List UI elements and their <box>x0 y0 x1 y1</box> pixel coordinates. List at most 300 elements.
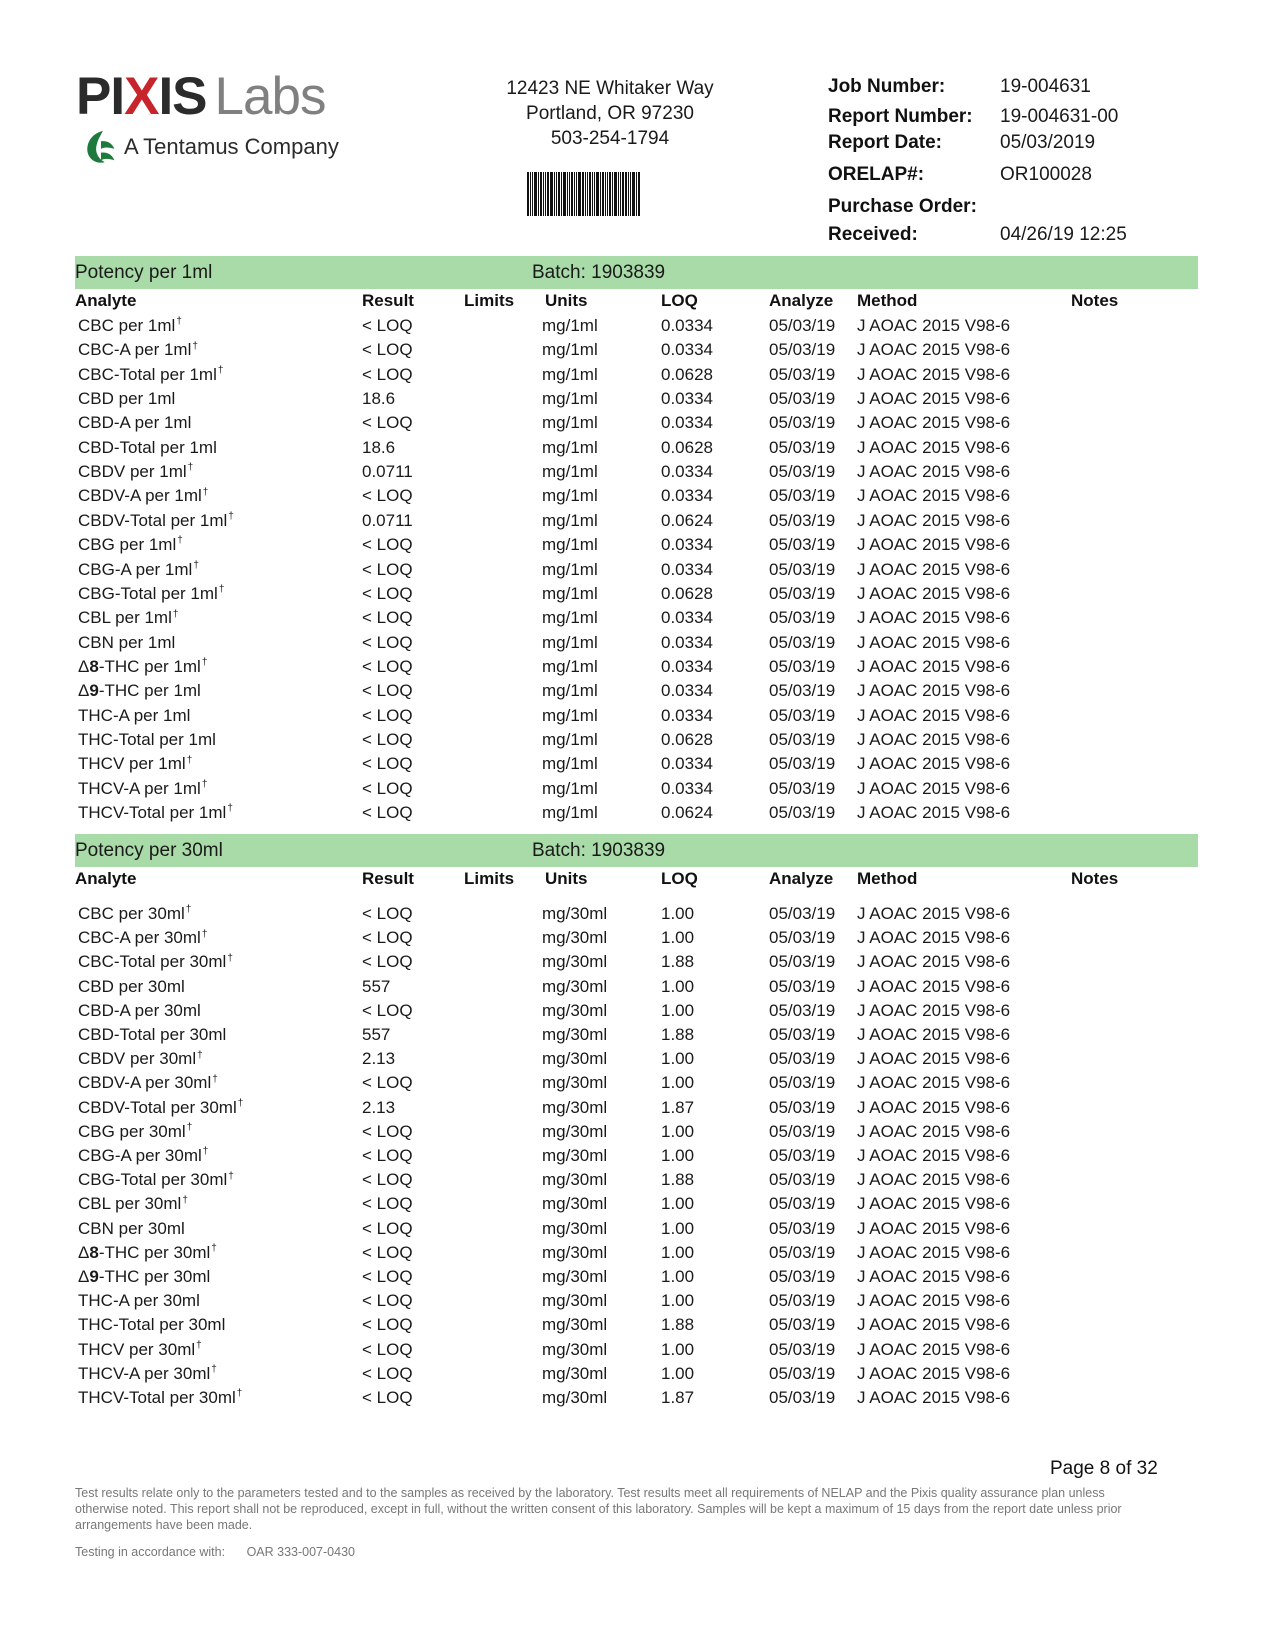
cell-result: < LOQ <box>362 535 413 555</box>
cell-analyte <box>78 706 190 726</box>
cell-units: mg/1ml <box>542 656 598 676</box>
cell-result: 0.0711 <box>362 462 413 482</box>
cell-analyze: 05/03/19 <box>769 1363 836 1383</box>
cell-units: mg/1ml <box>542 681 598 701</box>
dagger-footnote-icon: † <box>227 952 233 964</box>
dagger-footnote-icon: † <box>211 1243 217 1255</box>
analyte-name: THCV per 30ml <box>78 1339 196 1359</box>
col-notes: Notes <box>1071 869 1119 888</box>
dagger-footnote-icon: † <box>177 535 183 547</box>
section-header-potency-1ml <box>75 256 1198 289</box>
cell-units: mg/1ml <box>542 364 598 384</box>
dagger-footnote-icon: † <box>201 928 208 940</box>
cell-units: mg/30ml <box>542 1073 608 1093</box>
table-row <box>75 340 1198 364</box>
address-phone: 503-254-1794 <box>550 128 670 149</box>
cell-analyze: 05/03/19 <box>769 462 836 482</box>
cell-method: J AOAC 2015 V98-6 <box>857 389 1011 409</box>
analyte-name: CBG per 1ml <box>78 535 177 555</box>
table-row <box>75 511 1198 535</box>
cell-loq: 1.00 <box>661 1363 695 1383</box>
table-row <box>75 316 1198 340</box>
cell-loq: 1.00 <box>661 928 695 948</box>
cell-analyte <box>78 389 175 409</box>
cell-units: mg/1ml <box>542 632 598 652</box>
cell-result: < LOQ <box>362 1170 413 1190</box>
cell-analyte <box>78 730 216 750</box>
cell-analyte <box>78 413 191 433</box>
analyte-name: CBC per 1ml <box>78 316 176 335</box>
table-row <box>75 1291 1198 1315</box>
cell-result: < LOQ <box>362 729 413 749</box>
cell-analyze: 05/03/19 <box>769 729 836 749</box>
cell-loq: 1.00 <box>661 976 695 996</box>
analyte-name: CBD-A per 30ml <box>78 1000 201 1020</box>
dagger-footnote-icon: † <box>237 1097 244 1109</box>
cell-method: J AOAC 2015 V98-6 <box>857 364 1011 384</box>
cell-analyte <box>78 1025 226 1045</box>
col-limits: Limits <box>464 291 515 310</box>
analyte-name: THCV-A per 1ml <box>78 778 201 798</box>
cell-loq: 1.87 <box>661 1097 695 1117</box>
table-row <box>75 706 1198 730</box>
analyte-name: CBN per 1ml <box>78 632 176 652</box>
disclaimer-text: Test results relate only to the parameters tested and to the samples as received by the laboratory. Test results meet all requirements of NELAP and the Pixis quality assurance plan unless otherwise noted. This report shall not be reproduced, except in full, without the written consent of this laboratory. Samples will be kept a maximum of 15 days from the report date unless prior arrangements have been made. <box>75 1486 1122 1532</box>
cell-result: < LOQ <box>362 1363 413 1383</box>
cell-result: < LOQ <box>362 928 413 948</box>
cell-analyte <box>78 1098 243 1118</box>
cell-units: mg/30ml <box>542 1363 608 1383</box>
cell-units: mg/1ml <box>542 413 598 433</box>
table-row <box>75 928 1198 952</box>
cell-units: mg/30ml <box>542 1025 608 1044</box>
analyte-name: THCV-A per 30ml <box>78 1363 211 1383</box>
analyte-name: CBDV per 30ml <box>78 1049 197 1069</box>
analyte-name: CBL per 30ml <box>78 1194 182 1214</box>
cell-loq: 1.00 <box>661 904 695 923</box>
cell-result: < LOQ <box>362 1267 413 1286</box>
cell-loq: 0.0628 <box>661 364 713 384</box>
dagger-footnote-icon: † <box>227 803 233 815</box>
cell-method: J AOAC 2015 V98-6 <box>857 1267 1011 1286</box>
cell-method: J AOAC 2015 V98-6 <box>857 681 1011 701</box>
analyte-name: THC-Total per 30ml <box>78 1315 226 1335</box>
cell-analyze: 05/03/19 <box>769 952 836 972</box>
cell-units: mg/30ml <box>542 1218 608 1238</box>
cell-analyze: 05/03/19 <box>769 976 836 996</box>
cell-result: < LOQ <box>362 1339 413 1359</box>
meta-report-date: Report Date: 05/03/2019 <box>828 132 1096 153</box>
cell-method: J AOAC 2015 V98-6 <box>857 340 1011 360</box>
cell-result: < LOQ <box>362 486 413 506</box>
table-row <box>75 681 1198 705</box>
cell-loq: 1.00 <box>661 1049 695 1069</box>
analyte-name: CBDV-Total per 30ml <box>78 1097 237 1117</box>
cell-units: mg/1ml <box>542 486 598 506</box>
cell-result: 557 <box>362 1025 391 1044</box>
col-method: Method <box>857 869 918 888</box>
table-row <box>75 779 1198 803</box>
analyte-name: CBD-Total per 30ml <box>78 1025 227 1044</box>
cell-units: mg/1ml <box>542 729 598 749</box>
column-headers <box>75 869 1198 891</box>
cell-analyze: 05/03/19 <box>769 583 836 603</box>
table-row <box>75 389 1198 413</box>
cell-analyte <box>78 486 208 506</box>
dagger-footnote-icon: † <box>228 1170 234 1182</box>
cell-method: J AOAC 2015 V98-6 <box>857 1000 1011 1020</box>
cell-analyte <box>78 1194 188 1214</box>
analyte-name: CBD-A per 1ml <box>78 413 192 433</box>
cell-units: mg/30ml <box>542 1049 608 1069</box>
cell-analyze: 05/03/19 <box>769 681 836 701</box>
cell-loq: 1.00 <box>661 1073 695 1093</box>
accordance-reference: OAR 333-007-0430 <box>246 1545 355 1559</box>
table-row <box>75 535 1198 559</box>
analyte-name: CBDV-A per 30ml <box>78 1073 212 1093</box>
cell-result: < LOQ <box>362 413 413 433</box>
cell-analyze: 05/03/19 <box>769 1291 836 1311</box>
dagger-footnote-icon: † <box>212 1073 218 1085</box>
cell-analyze: 05/03/19 <box>769 1025 836 1044</box>
cell-analyze: 05/03/19 <box>769 1242 836 1262</box>
meta-report-number: Report Number: 19-004631-00 <box>828 106 1119 127</box>
cell-result: < LOQ <box>362 1291 413 1311</box>
cell-units: mg/30ml <box>542 1000 608 1020</box>
cell-analyte <box>78 608 178 628</box>
table-row <box>75 657 1198 681</box>
col-limits: Limits <box>464 869 515 888</box>
cell-analyze: 05/03/19 <box>769 1121 836 1141</box>
analyte-name: CBG-Total per 1ml <box>78 583 218 603</box>
analyte-name: CBD per 1ml <box>78 389 176 409</box>
cell-method: J AOAC 2015 V98-6 <box>857 1025 1011 1044</box>
cell-method: J AOAC 2015 V98-6 <box>857 1388 1011 1407</box>
cell-analyze: 05/03/19 <box>769 778 836 798</box>
cell-units: mg/1ml <box>542 437 598 457</box>
cell-loq: 0.0628 <box>661 437 713 457</box>
cell-analyte <box>78 1340 202 1360</box>
analyte-name: CBC-A per 1ml <box>78 340 192 360</box>
cell-loq: 0.0334 <box>661 656 713 676</box>
cell-analyze: 05/03/19 <box>769 1315 836 1335</box>
cell-result: < LOQ <box>362 1194 413 1214</box>
cell-method: J AOAC 2015 V98-6 <box>857 583 1011 603</box>
cell-result: < LOQ <box>362 583 413 603</box>
cell-result: < LOQ <box>362 1073 413 1093</box>
cell-analyze: 05/03/19 <box>769 437 836 457</box>
cell-method: J AOAC 2015 V98-6 <box>857 462 1011 482</box>
cell-units: mg/1ml <box>542 705 598 725</box>
cell-units: mg/30ml <box>542 1146 608 1165</box>
cell-units: mg/1ml <box>542 778 598 798</box>
table-row <box>75 584 1198 608</box>
cell-method: J AOAC 2015 V98-6 <box>857 632 1011 652</box>
cell-loq: 1.87 <box>661 1388 695 1407</box>
table-row <box>75 1267 1198 1291</box>
cell-units: mg/30ml <box>542 1242 608 1262</box>
cell-analyte <box>78 928 207 948</box>
cell-analyze: 05/03/19 <box>769 510 836 530</box>
analyte-name: CBDV per 1ml <box>78 462 187 482</box>
cell-analyte <box>78 462 193 482</box>
dagger-footnote-icon: † <box>217 365 224 377</box>
cell-analyze: 05/03/19 <box>769 389 836 409</box>
cell-units: mg/30ml <box>542 1291 608 1311</box>
dagger-footnote-icon: † <box>218 584 225 596</box>
cell-method: J AOAC 2015 V98-6 <box>857 1339 1011 1359</box>
cell-analyze: 05/03/19 <box>769 1097 836 1117</box>
cell-result: < LOQ <box>362 632 413 652</box>
cell-analyte <box>78 681 201 701</box>
cell-loq: 1.00 <box>661 1218 695 1238</box>
cell-loq: 0.0334 <box>661 340 713 360</box>
col-analyte: Analyte <box>75 869 137 888</box>
cell-analyze: 05/03/19 <box>769 904 836 923</box>
analyte-name: CBDV-A per 1ml <box>78 486 202 506</box>
cell-units: mg/30ml <box>542 1339 608 1359</box>
cell-loq: 0.0334 <box>661 535 713 555</box>
table-row <box>75 462 1198 486</box>
analyte-name: CBC-Total per 1ml <box>78 364 217 384</box>
analyte-name: Δ9-THC per 30ml <box>78 1267 211 1286</box>
cell-analyze: 05/03/19 <box>769 632 836 652</box>
cell-units: mg/1ml <box>542 608 598 628</box>
cell-analyte <box>78 438 217 458</box>
analyte-name: Δ9-THC per 1ml <box>78 681 201 701</box>
dagger-footnote-icon: † <box>187 462 194 474</box>
cell-analyte <box>78 1049 203 1069</box>
cell-loq: 1.00 <box>661 1291 695 1311</box>
analyte-name: CBN per 30ml <box>78 1218 185 1238</box>
section-batch: Batch: 1903839 <box>532 840 666 861</box>
cell-method: J AOAC 2015 V98-6 <box>857 729 1011 749</box>
analyte-name: THCV-Total per 1ml <box>78 803 227 822</box>
analyte-name: THCV per 1ml <box>78 754 186 774</box>
cell-loq: 0.0624 <box>661 803 713 822</box>
analyte-name: THC-A per 30ml <box>78 1291 200 1311</box>
cell-loq: 0.0334 <box>661 316 713 335</box>
cell-analyze: 05/03/19 <box>769 754 836 774</box>
cell-analyte <box>78 1267 210 1287</box>
cell-loq: 0.0334 <box>661 559 713 579</box>
table-row <box>75 633 1198 657</box>
cell-units: mg/1ml <box>542 754 598 774</box>
cell-analyze: 05/03/19 <box>769 1194 836 1214</box>
table-row <box>75 1388 1198 1412</box>
analyte-name: THC-A per 1ml <box>78 705 191 725</box>
cell-units: mg/30ml <box>542 928 608 948</box>
cell-result: < LOQ <box>362 1242 413 1262</box>
cell-method: J AOAC 2015 V98-6 <box>857 1121 1011 1141</box>
cell-analyte <box>78 1315 225 1335</box>
cell-result: < LOQ <box>362 1388 413 1407</box>
cell-result: 2.13 <box>362 1097 396 1117</box>
cell-analyte <box>78 584 224 604</box>
cell-analyze: 05/03/19 <box>769 1073 836 1093</box>
col-result: Result <box>362 869 414 888</box>
cell-units: mg/30ml <box>542 1121 608 1141</box>
cell-analyze: 05/03/19 <box>769 1388 836 1407</box>
dagger-footnote-icon: † <box>197 1049 203 1061</box>
cell-units: mg/1ml <box>542 316 598 335</box>
table-row <box>75 730 1198 754</box>
cell-analyte <box>78 657 207 677</box>
cell-analyze: 05/03/19 <box>769 1267 836 1286</box>
cell-analyte <box>78 1122 192 1142</box>
cell-method: J AOAC 2015 V98-6 <box>857 976 1011 996</box>
table-row <box>75 560 1198 584</box>
cell-method: J AOAC 2015 V98-6 <box>857 1146 1011 1165</box>
cell-analyte <box>78 1146 208 1166</box>
cell-method: J AOAC 2015 V98-6 <box>857 705 1011 725</box>
cell-analyte <box>78 1364 217 1384</box>
cell-loq: 0.0334 <box>661 681 713 701</box>
cell-result: 18.6 <box>362 389 396 409</box>
analyte-name: CBC per 30ml <box>78 904 185 923</box>
cell-analyze: 05/03/19 <box>769 1146 836 1165</box>
table-row <box>75 1315 1198 1339</box>
cell-result: < LOQ <box>362 1218 413 1238</box>
table-row <box>75 1170 1198 1194</box>
cell-analyze: 05/03/19 <box>769 413 836 433</box>
cell-result: < LOQ <box>362 1315 413 1335</box>
cell-loq: 1.00 <box>661 1267 695 1286</box>
accordance-label: Testing in accordance with: <box>75 1545 226 1559</box>
cell-loq: 1.00 <box>661 1242 695 1262</box>
cell-result: < LOQ <box>362 1121 413 1141</box>
cell-method: J AOAC 2015 V98-6 <box>857 803 1011 822</box>
dagger-footnote-icon: † <box>202 1146 209 1158</box>
cell-loq: 1.88 <box>661 952 695 972</box>
cell-method: J AOAC 2015 V98-6 <box>857 754 1011 774</box>
dagger-footnote-icon: † <box>186 1122 193 1134</box>
cell-analyze: 05/03/19 <box>769 1170 836 1190</box>
cell-method: J AOAC 2015 V98-6 <box>857 1194 1011 1214</box>
cell-method: J AOAC 2015 V98-6 <box>857 656 1011 676</box>
cell-loq: 0.0334 <box>661 413 713 433</box>
cell-method: J AOAC 2015 V98-6 <box>857 1049 1011 1069</box>
meta-orelap: ORELAP#: OR100028 <box>828 164 1092 185</box>
cell-units: mg/1ml <box>542 462 598 482</box>
tentamus-leaf-icon <box>82 128 120 166</box>
section-header-potency-30ml <box>75 834 1198 867</box>
address-street: 12423 NE Whitaker Way <box>506 78 714 99</box>
cell-analyte <box>78 1170 234 1190</box>
col-method: Method <box>857 291 918 310</box>
cell-result: < LOQ <box>362 681 413 701</box>
col-analyze: Analyze <box>769 291 834 310</box>
table-row <box>75 803 1198 827</box>
cell-result: < LOQ <box>362 1146 413 1165</box>
col-loq: LOQ <box>661 869 698 888</box>
analyte-name: CBD per 30ml <box>78 976 185 996</box>
dagger-footnote-icon: † <box>172 608 179 620</box>
dagger-footnote-icon: † <box>211 1364 217 1376</box>
lab-address <box>470 76 750 151</box>
cell-method: J AOAC 2015 V98-6 <box>857 510 1011 530</box>
cell-analyze: 05/03/19 <box>769 705 836 725</box>
pixis-labs-logo <box>76 67 366 165</box>
cell-analyte <box>78 511 234 531</box>
table-row <box>75 486 1198 510</box>
cell-result: < LOQ <box>362 340 413 360</box>
section-title: Potency per 1ml <box>75 262 213 283</box>
cell-result: 2.13 <box>362 1049 396 1069</box>
cell-analyze: 05/03/19 <box>769 1218 836 1238</box>
dagger-footnote-icon: † <box>193 559 199 571</box>
cell-analyze: 05/03/19 <box>769 1000 836 1020</box>
cell-loq: 0.0334 <box>661 389 713 409</box>
cell-analyte <box>78 779 207 799</box>
cell-result: < LOQ <box>362 803 413 822</box>
cell-method: J AOAC 2015 V98-6 <box>857 1097 1011 1117</box>
cell-method: J AOAC 2015 V98-6 <box>857 413 1011 433</box>
cell-loq: 1.88 <box>661 1170 695 1190</box>
cell-method: J AOAC 2015 V98-6 <box>857 437 1011 457</box>
cell-units: mg/1ml <box>542 583 598 603</box>
cell-result: < LOQ <box>362 754 413 774</box>
cell-method: J AOAC 2015 V98-6 <box>857 559 1011 579</box>
section-title: Potency per 30ml <box>75 840 223 861</box>
cell-analyze: 05/03/19 <box>769 486 836 506</box>
cell-loq: 0.0334 <box>661 778 713 798</box>
col-loq: LOQ <box>661 291 698 310</box>
cell-units: mg/30ml <box>542 904 608 923</box>
table-row <box>75 438 1198 462</box>
barcode-icon <box>527 172 669 216</box>
cell-loq: 1.88 <box>661 1025 695 1044</box>
analyte-name: CBG-A per 30ml <box>78 1146 202 1165</box>
cell-analyze: 05/03/19 <box>769 340 836 360</box>
cell-result: < LOQ <box>362 705 413 725</box>
cell-result: < LOQ <box>362 316 413 335</box>
table-row <box>75 1025 1198 1049</box>
table-row <box>75 365 1198 389</box>
cell-analyze: 05/03/19 <box>769 803 836 822</box>
cell-loq: 1.00 <box>661 1194 695 1214</box>
cell-result: < LOQ <box>362 559 413 579</box>
cell-units: mg/1ml <box>542 559 598 579</box>
dagger-footnote-icon: † <box>192 340 198 352</box>
table-row <box>75 608 1198 632</box>
table-row <box>75 1001 1198 1025</box>
cell-analyze: 05/03/19 <box>769 608 836 628</box>
cell-units: mg/1ml <box>542 535 598 555</box>
cell-units: mg/30ml <box>542 1194 608 1214</box>
analyte-name: CBG per 30ml <box>78 1121 186 1141</box>
page-number: Page 8 of 32 <box>1050 1458 1158 1479</box>
cell-result: < LOQ <box>362 364 413 384</box>
cell-loq: 1.88 <box>661 1315 695 1335</box>
cell-units: mg/30ml <box>542 1388 608 1407</box>
cell-loq: 1.00 <box>661 1000 695 1020</box>
meta-purchase-order: Purchase Order: <box>828 196 977 217</box>
analyte-name: CBD-Total per 1ml <box>78 437 217 457</box>
cell-result: 0.0711 <box>362 510 413 530</box>
table-row <box>75 754 1198 778</box>
dagger-footnote-icon: † <box>182 1194 188 1206</box>
dagger-footnote-icon: † <box>186 754 193 766</box>
cell-analyte <box>78 904 191 924</box>
cell-method: J AOAC 2015 V98-6 <box>857 952 1011 972</box>
cell-analyze: 05/03/19 <box>769 928 836 948</box>
cell-loq: 0.0624 <box>661 510 713 530</box>
col-units: Units <box>545 869 588 888</box>
analyte-name: THCV-Total per 30ml <box>78 1388 236 1407</box>
cell-loq: 0.0628 <box>661 729 713 749</box>
cell-analyze: 05/03/19 <box>769 559 836 579</box>
